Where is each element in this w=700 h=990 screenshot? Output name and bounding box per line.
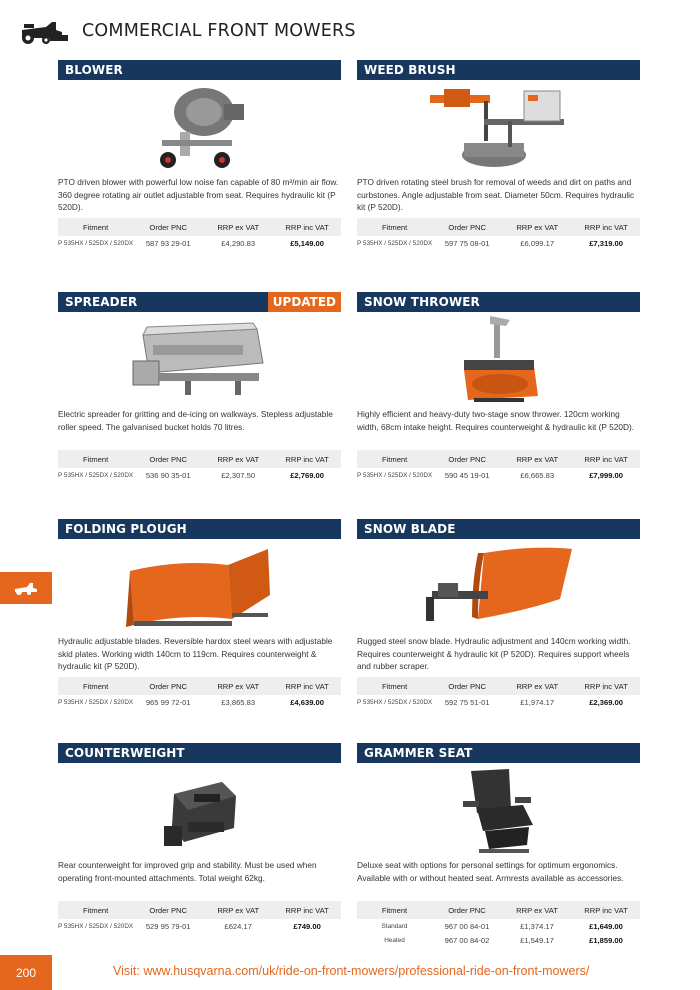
column-header: RRP inc VAT [572, 218, 640, 236]
column-header: Fitment [58, 677, 133, 695]
cell-ex-vat: £1,374.17 [520, 921, 554, 931]
price-table [357, 901, 640, 947]
product-name: COUNTERWEIGHT [65, 746, 185, 760]
column-header: RRP ex VAT [502, 677, 572, 695]
cell-pnc: 529 95 79-01 [145, 921, 191, 931]
product-description: Electric spreader for gritting and de-icing on walkways. Stepless adjustable roller speed. The galvanised bucket holds 70 litres. [58, 409, 333, 432]
cell-inc-vat: £749.00 [293, 921, 321, 931]
product-card [58, 519, 341, 709]
page-header [16, 14, 356, 48]
cell-ex-vat: £1,974.17 [520, 697, 555, 707]
column-header: Fitment [58, 218, 133, 236]
cell-inc-vat: £5,149.00 [290, 238, 324, 248]
table-row [58, 919, 341, 933]
product-name: BLOWER [65, 63, 123, 77]
product-title-bar [58, 519, 341, 539]
weed-brush-image [357, 80, 640, 176]
column-header: Order PNC [133, 901, 203, 919]
grammer-seat-image [357, 763, 640, 859]
cell-fitment: P 535HX / 525DX / 520DX [357, 698, 433, 706]
cell-pnc: 967 00 84-01 [444, 921, 490, 931]
column-header: Order PNC [432, 677, 502, 695]
product-card [357, 743, 640, 947]
cell-inc-vat: £7,999.00 [589, 470, 623, 480]
product-card [357, 60, 640, 250]
cell-ex-vat: £6,099.17 [520, 238, 555, 248]
cell-inc-vat: £4,639.00 [290, 697, 324, 707]
column-header: RRP ex VAT [203, 677, 273, 695]
column-header: Fitment [58, 450, 133, 468]
column-header: RRP ex VAT [203, 901, 273, 919]
product-title-bar [58, 60, 341, 80]
cell-pnc: 592 75 51-01 [444, 697, 490, 707]
column-header: Fitment [58, 901, 133, 919]
spreader-image [58, 312, 341, 408]
product-title-bar [357, 292, 640, 312]
product-name: SNOW BLADE [364, 522, 456, 536]
column-header: RRP inc VAT [273, 901, 341, 919]
product-card [58, 292, 341, 482]
column-header: Order PNC [432, 218, 502, 236]
product-name: WEED BRUSH [364, 63, 456, 77]
price-table [357, 450, 640, 482]
product-name: SPREADER [65, 295, 138, 309]
cell-ex-vat: £3,865.83 [221, 697, 256, 707]
column-header: Fitment [357, 901, 432, 919]
cell-inc-vat: £1,859.00 [589, 935, 623, 945]
price-table [357, 677, 640, 709]
table-row [357, 468, 640, 482]
column-header: RRP inc VAT [273, 218, 341, 236]
product-card [357, 292, 640, 482]
cell-fitment: Heated [384, 936, 405, 944]
column-header: RRP inc VAT [572, 450, 640, 468]
updated-badge: UPDATED [268, 292, 341, 312]
price-table [58, 450, 341, 482]
cell-ex-vat: £1,549.17 [520, 935, 554, 945]
column-header: RRP ex VAT [502, 450, 572, 468]
column-header: Order PNC [432, 450, 502, 468]
product-card [58, 743, 341, 933]
column-header: Order PNC [133, 218, 203, 236]
cell-fitment: P 535HX / 525DX / 520DX [58, 471, 134, 479]
product-name: FOLDING PLOUGH [65, 522, 187, 536]
cell-fitment: P 535HX / 525DX / 520DX [58, 922, 134, 930]
product-card [357, 519, 640, 709]
column-header: RRP ex VAT [203, 218, 273, 236]
page-number: 200 [0, 955, 52, 990]
cell-fitment: P 535HX / 525DX / 520DX [357, 471, 433, 479]
product-title-bar [58, 292, 341, 312]
column-header: Order PNC [432, 901, 502, 919]
cell-fitment: P 535HX / 525DX / 520DX [58, 239, 134, 247]
price-table [357, 218, 640, 250]
column-header: RRP ex VAT [502, 218, 572, 236]
product-description: PTO driven blower with powerful low noise fan capable of 80 m³/min air flow. 360 degree rotating air outlet adjustable from seat. Requires hydraulic kit (P 520D). [58, 177, 339, 213]
cell-inc-vat: £7,319.00 [589, 238, 623, 248]
cell-pnc: 597 75 08-01 [444, 238, 490, 248]
product-name: SNOW THROWER [364, 295, 480, 309]
ride-on-mower-icon [13, 581, 39, 595]
cell-ex-vat: £624.17 [224, 921, 252, 931]
product-description: Rear counterweight for improved grip and stability. Must be used when operating front-mounted attachments. Total weight 62kg. [58, 860, 317, 883]
table-row [357, 933, 640, 947]
cell-inc-vat: £1,649.00 [589, 921, 623, 931]
cell-fitment: P 535HX / 525DX / 520DX [357, 239, 433, 247]
cell-pnc: 536 90 35-01 [145, 470, 191, 480]
column-header: Fitment [357, 450, 432, 468]
product-title-bar [357, 60, 640, 80]
product-description: Hydraulic adjustable blades. Reversible hardox steel wears with adjustable skid plates. Working width 140cm to 119cm. Requires counterweight & hydraulic kit (P 520D). [58, 636, 333, 672]
column-header: RRP inc VAT [572, 901, 640, 919]
column-header: RRP inc VAT [273, 450, 341, 468]
cell-inc-vat: £2,769.00 [290, 470, 324, 480]
column-header: RRP inc VAT [572, 677, 640, 695]
product-name: GRAMMER SEAT [364, 746, 473, 760]
product-description: Highly efficient and heavy-duty two-stage snow thrower. 120cm working width, 68cm intake height. Requires counterweight & hydraulic kit (P 520D). [357, 409, 635, 432]
cell-pnc: 967 00 84-02 [444, 935, 490, 945]
product-description: PTO driven rotating steel brush for removal of weeds and dirt on paths and curbstones. Angle adjustable from seat. Diameter 50cm. Requires hydraulic kit (P 520D). [357, 177, 635, 213]
column-header: Fitment [357, 218, 432, 236]
product-description: Deluxe seat with options for personal settings for optimum ergonomics. Available with or without heated seat. Armrests available as accessories. [357, 860, 624, 883]
table-row [357, 919, 640, 933]
table-row [58, 695, 341, 709]
section-tab [0, 572, 52, 604]
column-header: Fitment [357, 677, 432, 695]
cell-fitment: P 535HX / 525DX / 520DX [58, 698, 134, 706]
product-title-bar [58, 743, 341, 763]
product-card [58, 60, 341, 250]
column-header: Order PNC [133, 677, 203, 695]
cell-pnc: 965 99 72-01 [145, 697, 191, 707]
page-title: COMMERCIAL FRONT MOWERS [82, 21, 356, 41]
column-header: RRP ex VAT [502, 901, 572, 919]
price-table [58, 218, 341, 250]
column-header: Order PNC [133, 450, 203, 468]
column-header: RRP inc VAT [273, 677, 341, 695]
folding-plough-image [58, 539, 341, 635]
table-row [357, 236, 640, 250]
snow-blade-image [357, 539, 640, 635]
snow-thrower-image [357, 312, 640, 408]
cell-pnc: 590 45 19-01 [444, 470, 490, 480]
cell-inc-vat: £2,369.00 [589, 697, 623, 707]
cell-pnc: 587 93 29-01 [145, 238, 191, 248]
blower-image [58, 80, 341, 176]
product-description: Rugged steel snow blade. Hydraulic adjustment and 140cm working width. Requires counterweight & hydraulic kit (P 520D). Requires support wheels and rubber scraper. [357, 636, 631, 672]
product-title-bar [357, 743, 640, 763]
cell-fitment: Standard [381, 922, 408, 930]
column-header: RRP ex VAT [203, 450, 273, 468]
cell-ex-vat: £6,665.83 [520, 470, 555, 480]
table-row [58, 468, 341, 482]
price-table [58, 677, 341, 709]
website-link[interactable]: Visit: www.husqvarna.com/uk/ride-on-front-mowers/professional-ride-on-front-mowers/ [113, 964, 590, 978]
ride-on-mower-icon [16, 16, 68, 46]
cell-ex-vat: £4,290.83 [221, 238, 256, 248]
table-row [58, 236, 341, 250]
table-row [357, 695, 640, 709]
price-table [58, 901, 341, 933]
cell-ex-vat: £2,307.50 [221, 470, 256, 480]
product-title-bar [357, 519, 640, 539]
counterweight-image [58, 763, 341, 859]
